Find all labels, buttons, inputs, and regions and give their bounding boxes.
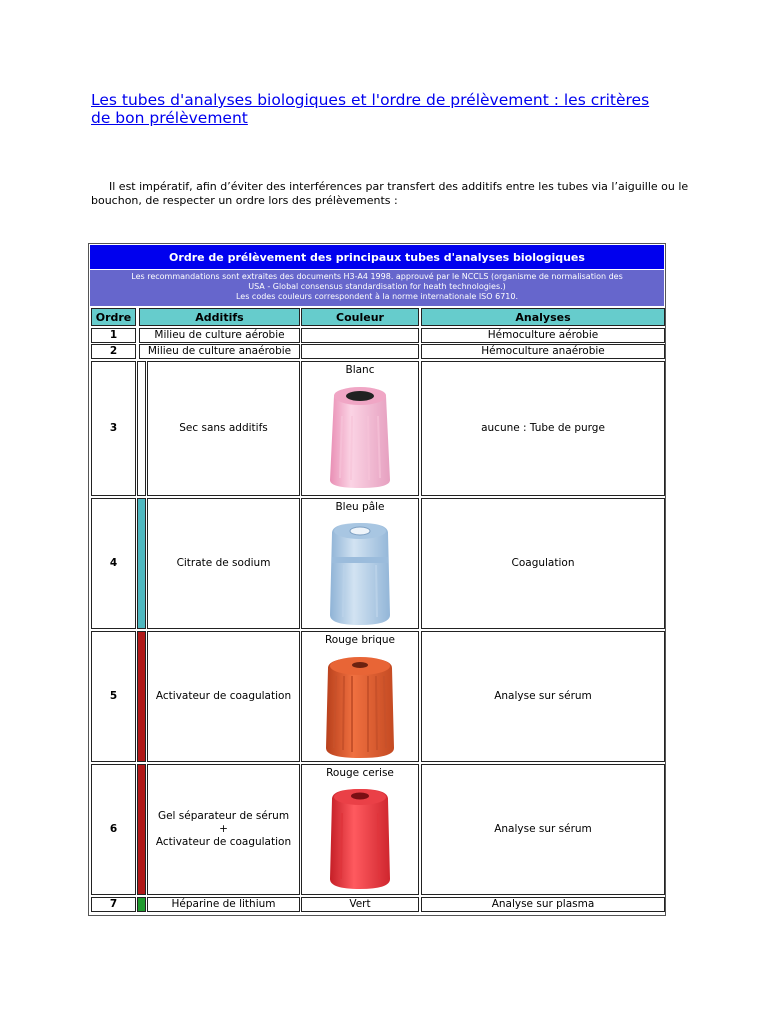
row-7-couleur: Vert (301, 897, 419, 912)
table-note-line-3: Les codes couleurs correspondent à la norme internationale ISO 6710. (235, 292, 519, 301)
row-6-ordre: 6 (91, 764, 136, 895)
row-5-color-bar (137, 631, 146, 762)
row-3-couleur (301, 361, 419, 496)
row-4-additifs: Citrate de sodium (147, 498, 300, 629)
header-analyses: Analyses (421, 308, 665, 326)
row-5-color-name: Rouge brique (324, 634, 396, 646)
row-6-additifs-line-3: Activateur de coagulation (155, 836, 292, 848)
table-note-line-2: USA - Global consensus standardisation for heath technologies.) (248, 282, 506, 291)
row-5-ordre: 5 (91, 631, 136, 762)
pink-tube-cap-icon (320, 380, 400, 492)
row-2-ordre: 2 (91, 344, 136, 359)
brick-red-tube-cap-icon (318, 650, 402, 760)
header-additifs: Additifs (139, 308, 300, 326)
light-blue-tube-cap-icon (320, 517, 400, 627)
page-title-link[interactable]: Les tubes d'analyses biologiques et l'ordre de prélèvement : les critères de bon prélèvement (91, 91, 650, 127)
row-2-analyses: Hémoculture anaérobie (421, 344, 665, 359)
row-6-color-bar (137, 764, 146, 895)
row-4-color-bar (137, 498, 146, 629)
row-4-ordre: 4 (91, 498, 136, 629)
row-6-additifs (147, 764, 300, 895)
row-2-additifs: Milieu de culture anaérobie (139, 344, 300, 359)
row-6-color-name: Rouge cerise (326, 767, 394, 779)
row-2-couleur (301, 344, 419, 359)
row-6-couleur (301, 764, 419, 895)
row-5-analyses: Analyse sur sérum (421, 631, 665, 762)
row-7-ordre: 7 (91, 897, 136, 912)
cherry-red-tube-cap-icon (320, 783, 400, 893)
row-7-color-bar (137, 897, 146, 912)
row-5-additifs: Activateur de coagulation (147, 631, 300, 762)
row-6-additifs-line-1: Gel séparateur de sérum (157, 810, 290, 822)
table-caption: Ordre de prélèvement des principaux tubes d'analyses biologiques (90, 245, 664, 269)
row-7-additifs: Héparine de lithium (147, 897, 300, 912)
table-note (90, 270, 664, 306)
table-note-line-1: Les recommandations sont extraites des documents H3-A4 1998. approuvé par le NCCLS (organisme de normalisation des (131, 272, 623, 281)
row-3-color-bar (137, 361, 146, 496)
row-3-color-name: Blanc (345, 364, 375, 376)
row-3-analyses: aucune : Tube de purge (421, 361, 665, 496)
order-of-draw-table (88, 243, 666, 916)
row-6-analyses: Analyse sur sérum (421, 764, 665, 895)
row-3-additifs: Sec sans additifs (147, 361, 300, 496)
row-6-additifs-line-2: + (219, 823, 228, 835)
intro-paragraph: Il est impératif, afin d’éviter des interférences par transfert des additifs entre les tubes via l’aiguille ou le bouchon, de respecter un ordre lors des prélèvements : (91, 180, 689, 207)
row-1-analyses: Hémoculture aérobie (421, 328, 665, 343)
header-couleur: Couleur (301, 308, 419, 326)
row-1-additifs: Milieu de culture aérobie (139, 328, 300, 343)
row-3-ordre: 3 (91, 361, 136, 496)
row-4-analyses: Coagulation (421, 498, 665, 629)
row-5-couleur (301, 631, 419, 762)
header-ordre: Ordre (91, 308, 136, 326)
row-1-ordre: 1 (91, 328, 136, 343)
row-1-couleur (301, 328, 419, 343)
row-7-analyses: Analyse sur plasma (421, 897, 665, 912)
row-4-couleur (301, 498, 419, 629)
row-4-color-name: Bleu pâle (335, 501, 385, 513)
